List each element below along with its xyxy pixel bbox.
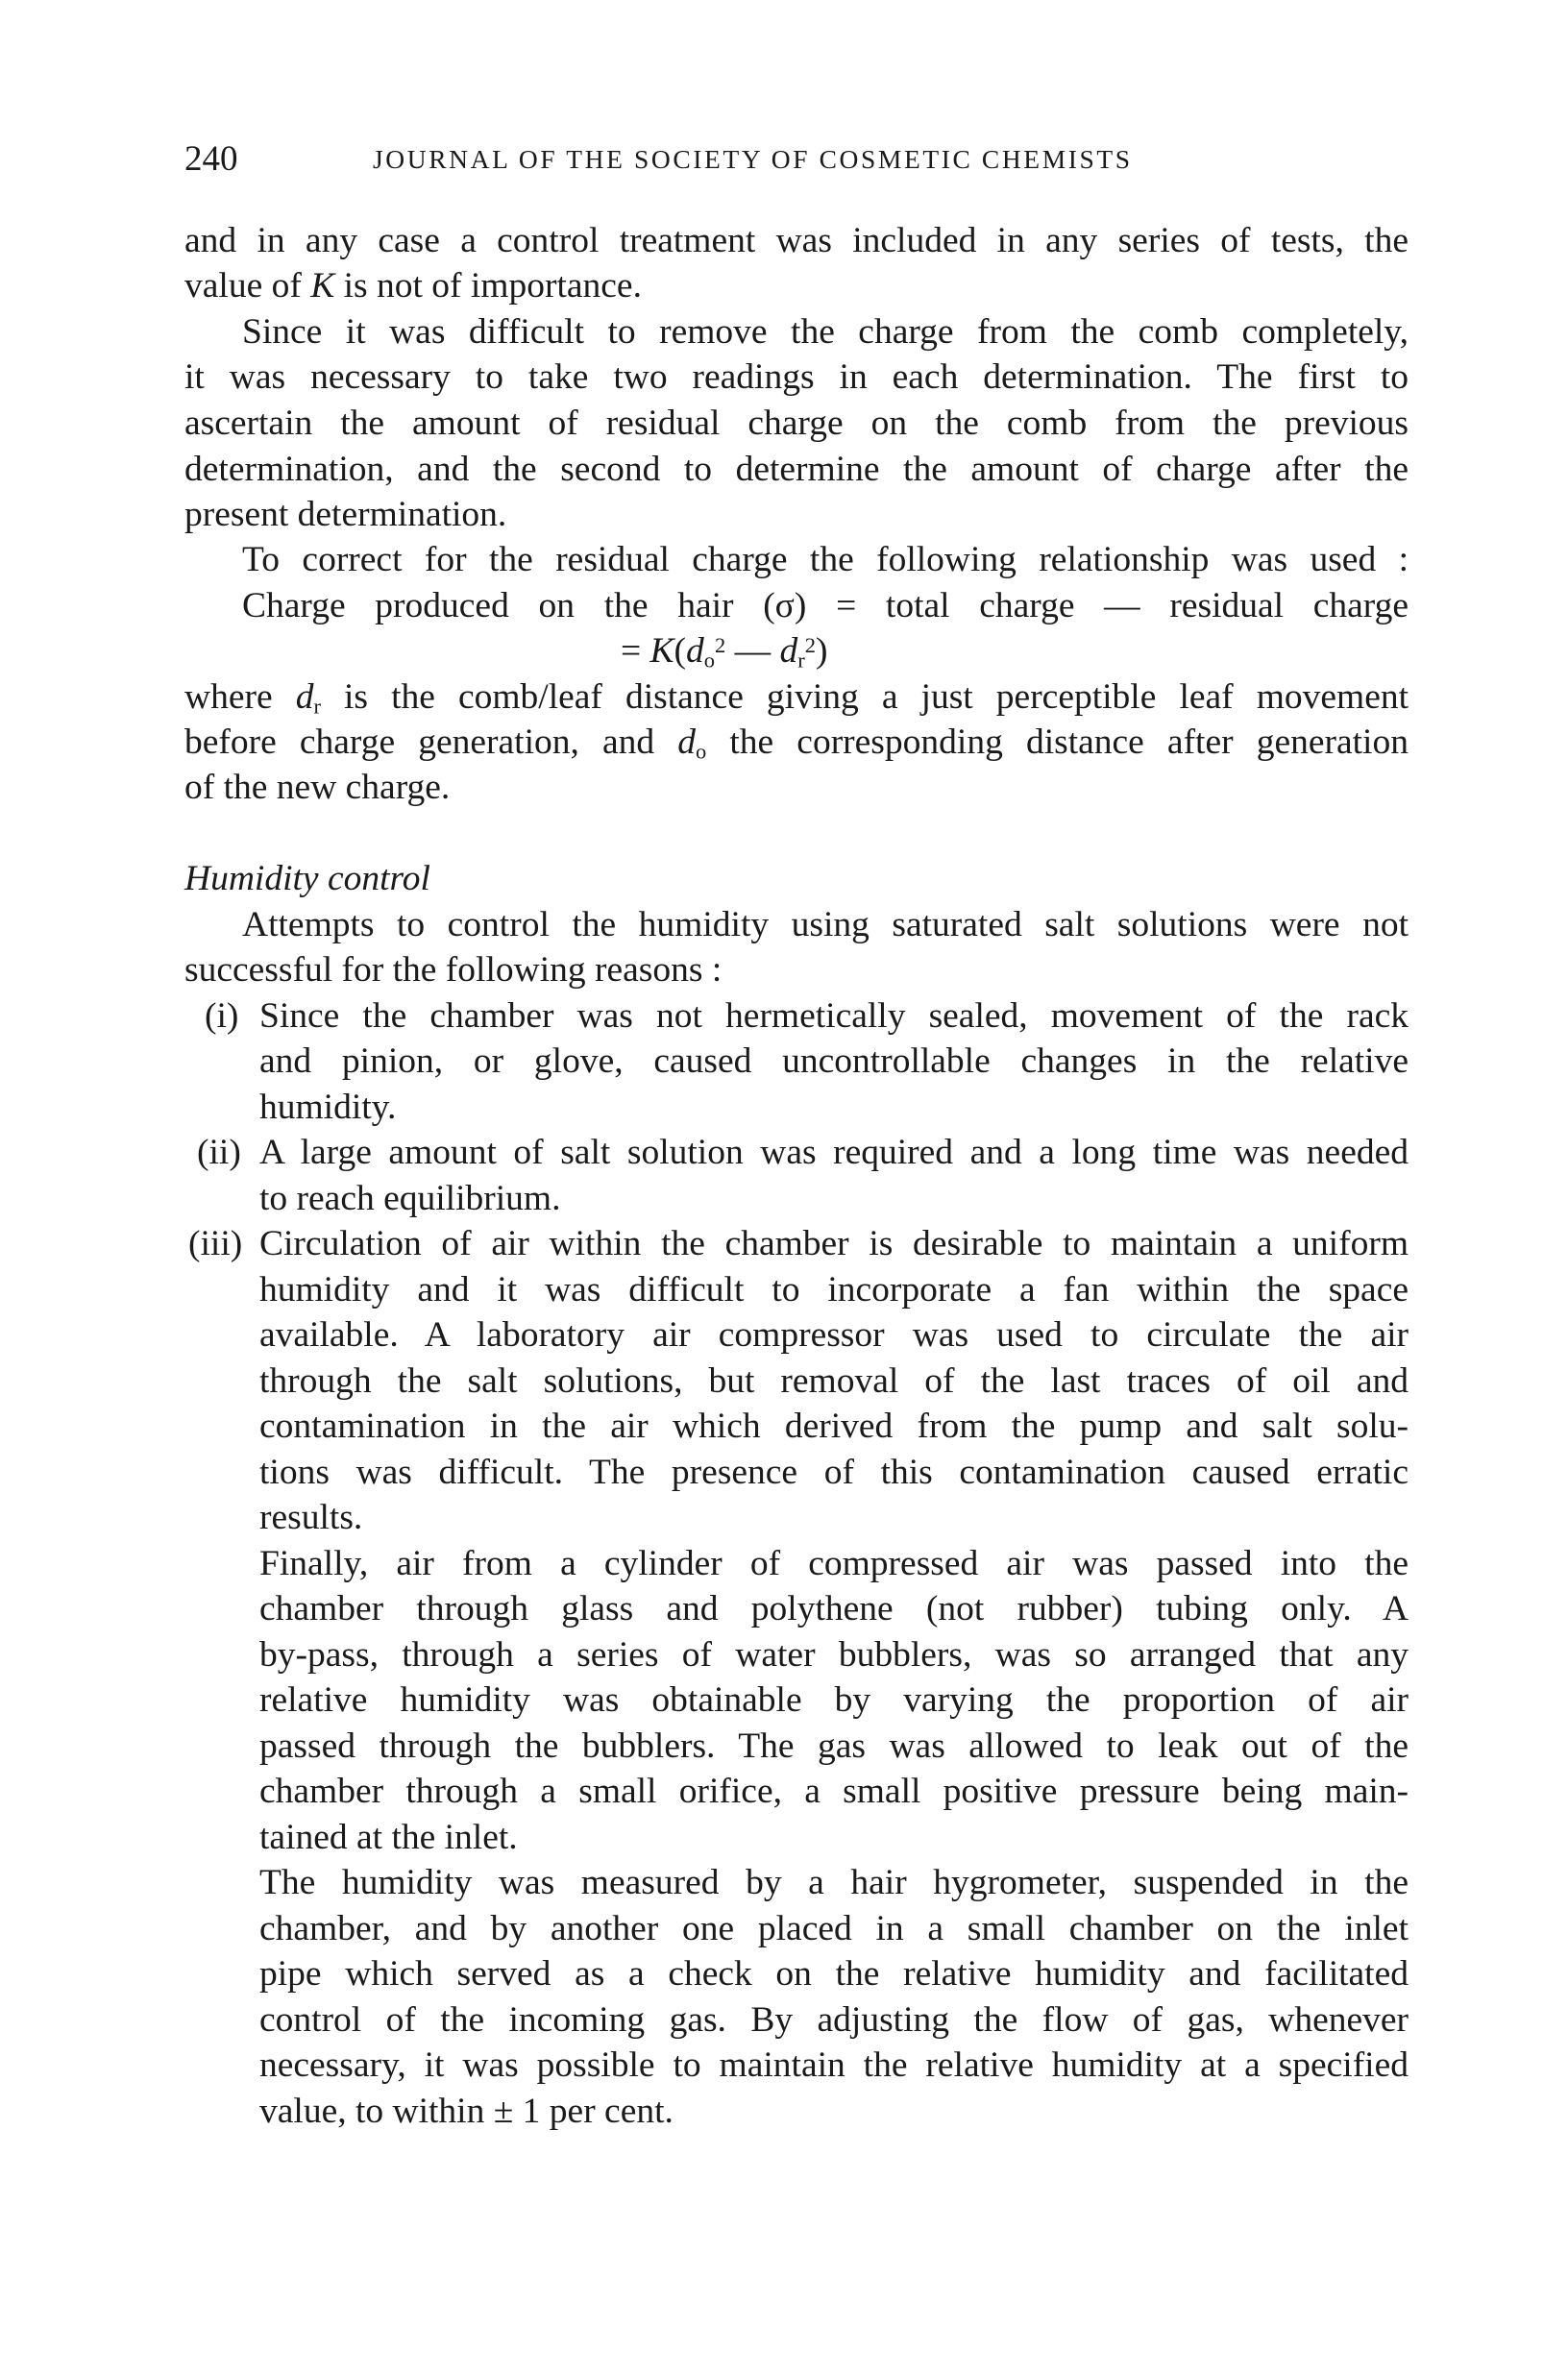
finally-line-3: by-pass, through a series of water bubblers, was so arranged that any (259, 1635, 1409, 1675)
measured-line-2: chamber, and by another one placed in a small chamber on the inlet (259, 1909, 1409, 1948)
running-title: JOURNAL OF THE SOCIETY OF COSMETIC CHEMISTS (373, 144, 1133, 174)
section-intro-line-2: successful for the following reasons : (184, 950, 723, 990)
reason-iii-line-6: tions was difficult. The presence of this contamination caused erratic (259, 1453, 1409, 1492)
variable-k: K (310, 266, 335, 306)
measured-line-6: value, to within ± 1 per cent. (259, 2092, 674, 2131)
charge-line-1: Since it was difficult to remove the charge from the comb completely, (242, 312, 1409, 352)
reason-i-line-1: Since the chamber was not hermetically sealed, movement of the rack (259, 996, 1409, 1036)
finally-line-7: tained at the inlet. (259, 1818, 518, 1857)
finally-line-6: chamber through a small orifice, a small positive pressure being main- (259, 1772, 1409, 1811)
charge-line-5: present determination. (184, 495, 507, 534)
where-line-1: where $d_r$ is the comb/leaf distance giving a just perceptible leaf movement (184, 677, 1409, 719)
reason-label-iii: (iii) (188, 1224, 243, 1263)
reason-iii-line-7: results. (259, 1498, 363, 1537)
finally-line-2: chamber through glass and polythene (not rubber) tubing only. A (259, 1589, 1409, 1628)
reason-iii-line-1: Circulation of air within the chamber is desirable to maintain a uniform (259, 1224, 1409, 1263)
charge-line-4: determination, and the second to determine the amount of charge after the (184, 450, 1409, 489)
correct-line-1: To correct for the residual charge the following relationship was used : (242, 540, 1409, 579)
where-line-3: of the new charge. (184, 768, 451, 807)
equation-formula: = $K(d_o^2$ — $d_r^2$) (621, 631, 828, 673)
reason-i-line-3: humidity. (259, 1088, 397, 1127)
charge-line-3: ascertain the amount of residual charge on the comb from the previous (184, 404, 1409, 443)
equation-charge: Charge produced on the hair (σ) = total charge — residual charge (242, 586, 1409, 625)
measured-line-4: control of the incoming gas. By adjusting the flow of gas, whenever (259, 2000, 1409, 2040)
intro-line-1: and in any case a control treatment was included in any series of tests, the (184, 221, 1409, 260)
page-number: 240 (184, 139, 238, 179)
intro-line-2: value of K is not of importance. (184, 266, 642, 306)
finally-line-5: passed through the bubblers. The gas was allowed to leak out of the (259, 1726, 1409, 1766)
reason-iii-line-4: through the salt solutions, but removal of the last traces of oil and (259, 1361, 1409, 1401)
finally-line-1: Finally, air from a cylinder of compressed air was passed into the (259, 1544, 1409, 1583)
measured-line-3: pipe which served as a check on the relative humidity and facilitated (259, 1954, 1409, 1994)
finally-line-4: relative humidity was obtainable by varying the proportion of air (259, 1680, 1409, 1720)
reason-iii-line-3: available. A laboratory air compressor was used to circulate the air (259, 1315, 1409, 1355)
measured-line-5: necessary, it was possible to maintain the relative humidity at a specified (259, 2045, 1409, 2085)
reason-iii-line-5: contamination in the air which derived from the pump and salt solu- (259, 1407, 1409, 1446)
reason-i-line-2: and pinion, or glove, caused uncontrollable changes in the relative (259, 1041, 1409, 1081)
reason-label-i: (i) (205, 996, 239, 1036)
reason-ii-line-1: A large amount of salt solution was required and a long time was needed (259, 1133, 1409, 1172)
charge-line-2: it was necessary to take two readings in each determination. The first to (184, 357, 1409, 397)
where-line-2: before charge generation, and $d_o$ the corresponding distance after generation (184, 722, 1409, 764)
reason-label-ii: (ii) (197, 1133, 241, 1172)
section-intro-line-1: Attempts to control the humidity using saturated salt solutions were not (242, 905, 1409, 944)
measured-line-1: The humidity was measured by a hair hygrometer, suspended in the (259, 1863, 1409, 1902)
reason-ii-line-2: to reach equilibrium. (259, 1179, 561, 1218)
reason-iii-line-2: humidity and it was difficult to incorporate a fan within the space (259, 1270, 1409, 1310)
section-heading: Humidity control (184, 859, 430, 898)
